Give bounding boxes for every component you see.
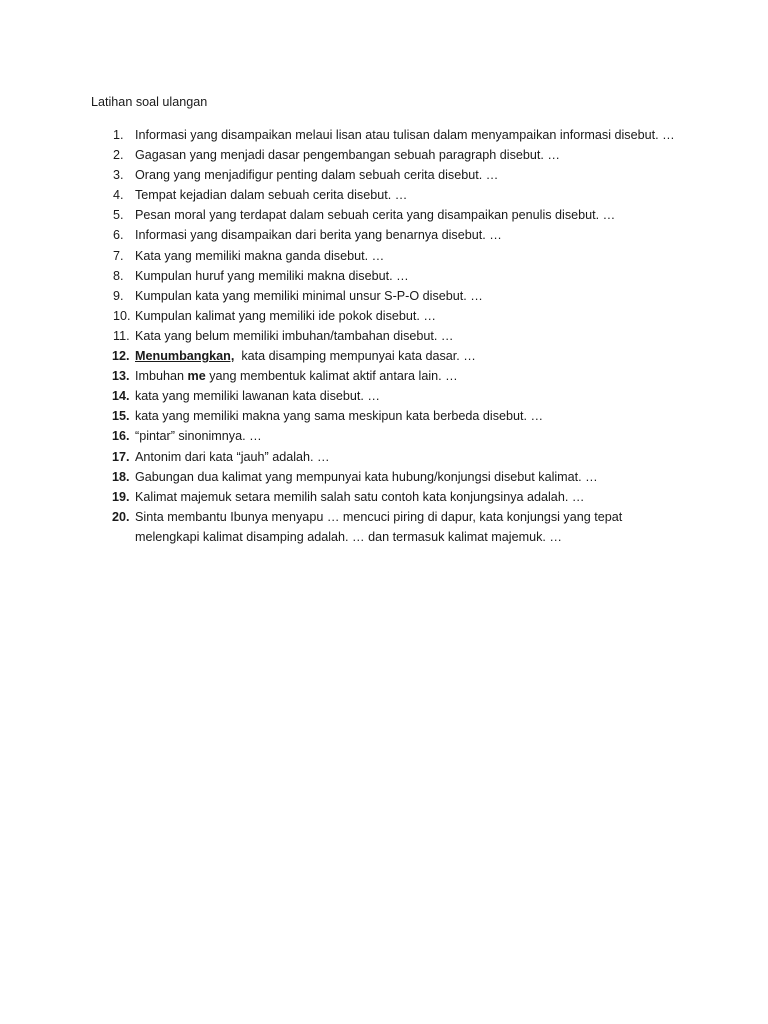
question-number: 18.: [112, 469, 130, 484]
question-number: 10.: [113, 308, 131, 323]
question-number: 12.: [112, 349, 130, 364]
question-item: [100, 205, 700, 225]
question-list: [100, 125, 700, 547]
question-text: kata yang memiliki lawanan kata disebut. …: [135, 389, 381, 404]
question-text: Informasi yang disampaikan melaui lisan atau tulisan dalam menyampaikan informasi disebut. …: [135, 128, 675, 142]
question-item: [100, 306, 700, 326]
question-item: [100, 467, 700, 487]
question-item: [100, 145, 700, 165]
question-item: [100, 246, 700, 266]
question-item: [100, 346, 700, 366]
question-number: 20.: [112, 509, 130, 524]
question-number: 3.: [113, 168, 124, 183]
question-text: [135, 507, 700, 547]
question-text: Antonim dari kata “jauh” adalah. …: [135, 449, 330, 464]
question-text: Gabungan dua kalimat yang mempunyai kata hubung/konjungsi disebut kalimat. …: [135, 469, 598, 484]
question-text: Tempat kejadian dalam sebuah cerita disebut. …: [135, 188, 408, 203]
question-item: [100, 225, 700, 245]
question-number: 17.: [112, 449, 130, 464]
question-item: [100, 326, 700, 346]
question-text: Kata yang memiliki makna ganda disebut. …: [135, 248, 385, 263]
question-item: [100, 366, 700, 386]
question-item: [100, 185, 700, 205]
emphasized-word: me: [187, 369, 206, 384]
question-text: Kumpulan huruf yang memiliki makna disebut. …: [135, 268, 409, 283]
question-item: [100, 487, 700, 507]
question-text: Kata yang belum memiliki imbuhan/tambahan disebut. …: [135, 328, 454, 343]
question-text: Informasi yang disampaikan dari berita yang benarnya disebut. …: [135, 228, 502, 243]
question-number: 14.: [112, 389, 130, 404]
question-text: Kumpulan kata yang memiliki minimal unsur S-P-O disebut. …: [135, 288, 483, 303]
question-text: Orang yang menjadifigur penting dalam sebuah cerita disebut. …: [135, 168, 499, 183]
question-number: 13.: [112, 369, 130, 384]
question-item: [100, 426, 700, 446]
question-item: [100, 507, 700, 547]
question-number: 16.: [112, 429, 130, 444]
question-text: [135, 366, 700, 386]
question-text: kata yang memiliki makna yang sama meskipun kata berbeda disebut. …: [135, 409, 544, 424]
document-title: Latihan soal ulangan: [91, 95, 208, 109]
question-text-prefix: Imbuhan: [135, 369, 188, 384]
question-text: Gagasan yang menjadi dasar pengembangan sebuah paragraph disebut. …: [135, 148, 560, 163]
question-number: 9.: [113, 288, 124, 303]
question-item: [100, 386, 700, 406]
question-item: [100, 447, 700, 467]
question-item: [100, 125, 700, 145]
question-text: Pesan moral yang terdapat dalam sebuah cerita yang disampaikan penulis disebut. …: [135, 208, 616, 223]
question-number: 15.: [112, 409, 130, 424]
question-item: [100, 286, 700, 306]
question-text-rest: kata disamping mempunyai kata dasar. …: [234, 349, 476, 364]
question-text: [135, 346, 700, 366]
question-text-rest: yang membentuk kalimat aktif antara lain. …: [205, 369, 458, 384]
question-text: Kalimat majemuk setara memilih salah satu contoh kata konjungsinya adalah. …: [135, 489, 585, 504]
question-number: 1.: [113, 128, 124, 142]
question-item: [100, 266, 700, 286]
emphasized-word: Menumbangkan,: [135, 349, 235, 364]
question-text-line-1: Sinta membantu Ibunya menyapu … mencuci piring di dapur, kata konjungsi yang tepat: [135, 509, 623, 524]
question-item: [100, 165, 700, 185]
question-text: “pintar” sinonimnya. …: [135, 429, 262, 444]
question-number: 8.: [113, 268, 124, 283]
question-item: [100, 406, 700, 426]
question-text-line-2: melengkapi kalimat disamping adalah. … dan termasuk kalimat majemuk. …: [135, 529, 562, 544]
question-number: 11.: [113, 328, 130, 343]
question-number: 4.: [113, 188, 124, 203]
question-number: 6.: [113, 228, 124, 243]
question-number: 7.: [113, 248, 124, 263]
question-text: Kumpulan kalimat yang memiliki ide pokok disebut. …: [135, 308, 436, 323]
question-number: 2.: [113, 148, 124, 163]
question-number: 19.: [112, 489, 130, 504]
question-number: 5.: [113, 208, 124, 223]
